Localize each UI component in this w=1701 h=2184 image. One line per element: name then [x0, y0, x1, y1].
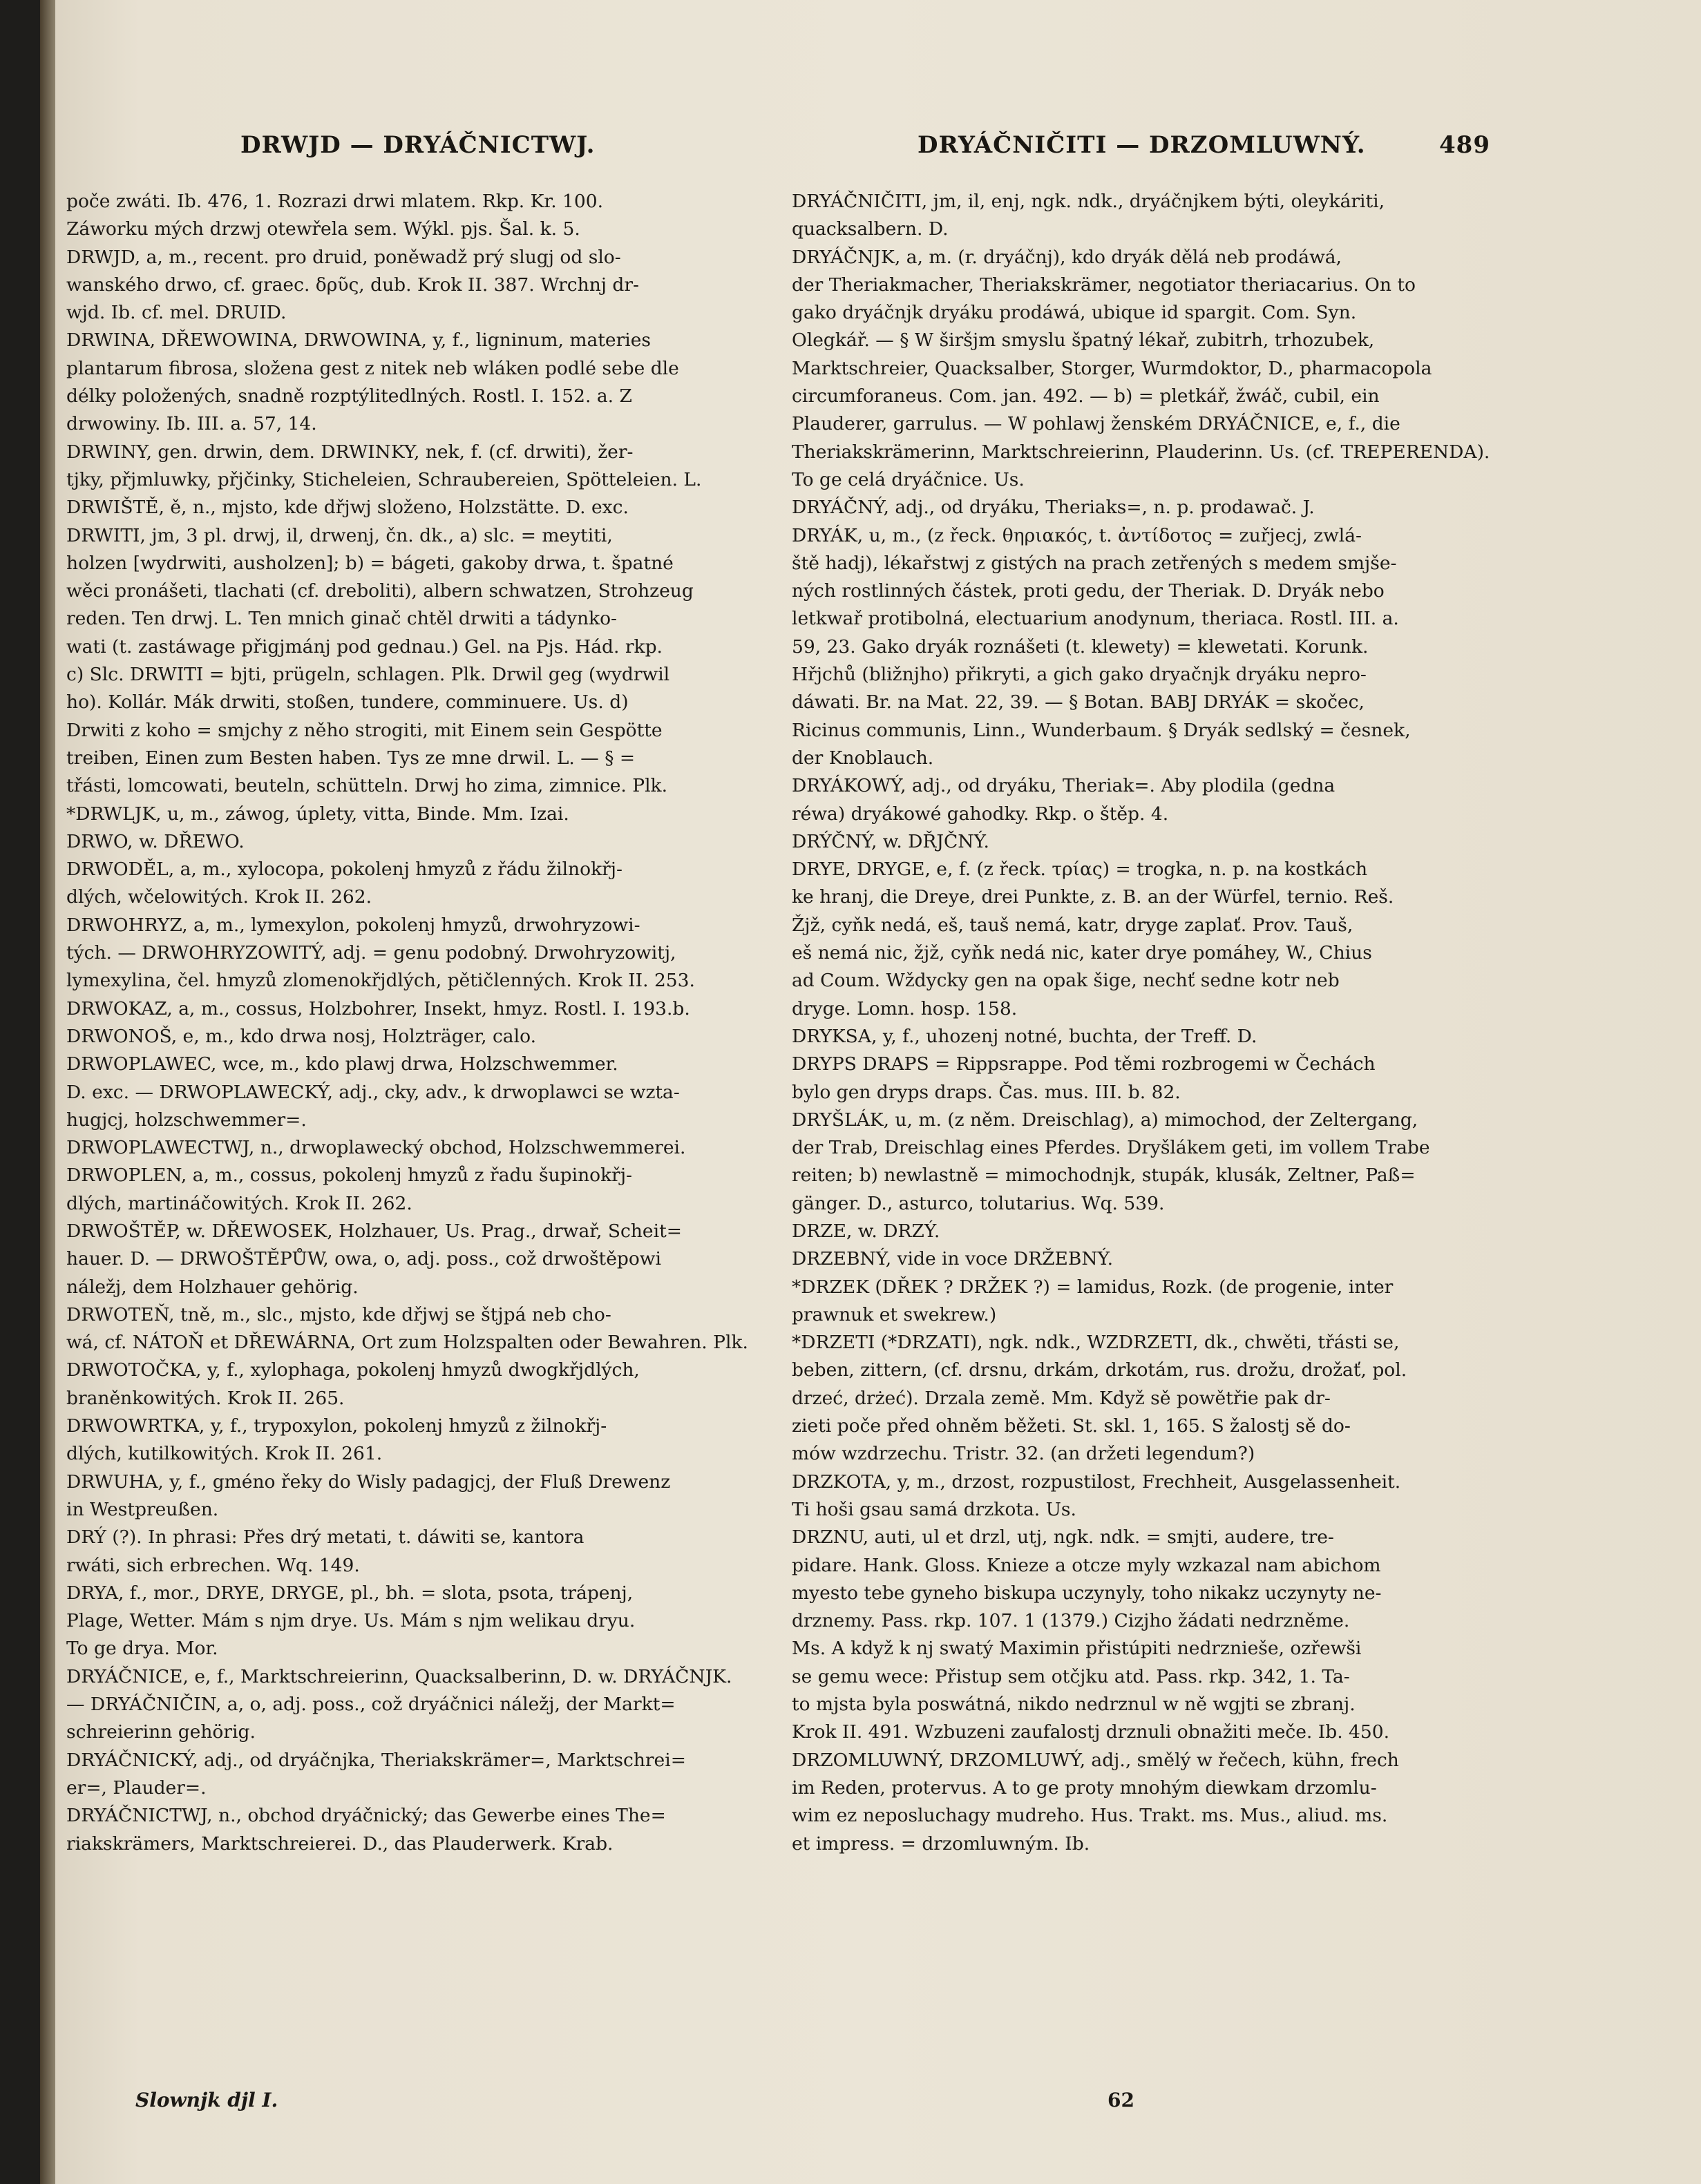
text-line: délky položených, snadně rozptýlitedlných. Rostl. I. 152. a. Z: [66, 385, 632, 408]
text-line: DRWO, w. DŘEWO.: [66, 830, 245, 852]
text-line: myesto tebe gyneho biskupa uczynyly, toho nikakz uczynyty ne-: [792, 1582, 1382, 1604]
text-line: er=, Plauder=.: [66, 1776, 207, 1799]
text-line: hauer. D. — DRWOŠTĚPŮW, owa, o, adj. poss., což drwoštěpowi: [66, 1248, 661, 1270]
text-line: dlých, wčelowitých. Krok II. 262.: [66, 886, 372, 908]
dictionary-page: [40, 0, 1701, 2184]
text-line: DRZNU, auti, ul et drzl, utj, ngk. ndk. = smjti, audere, tre-: [792, 1526, 1334, 1549]
text-line: reden. Ten drwj. L. Ten mnich ginač chtěl drwiti a tádynko-: [66, 608, 618, 630]
text-line: se gemu wece: Přistup sem otčjku atd. Pass. rkp. 342, 1. Ta-: [792, 1665, 1350, 1687]
text-line: Drwiti z koho = smjchy z něho strogiti, mit Einem sein Gespötte: [66, 719, 663, 741]
text-line: wěci pronášeti, tlachati (cf. dreboliti), albern schwatzen, Strohzeug: [66, 580, 694, 602]
text-line: 59, 23. Gako dryák roznášeti (t. klewety) = klewetati. Korunk.: [792, 635, 1369, 658]
text-line: DRYÁČNICE, e, f., Marktschreierinn, Quacksalberinn, D. w. DRYÁČNJK.: [66, 1665, 732, 1687]
text-line: dáwati. Br. na Mat. 22, 39. — § Botan. BABJ DRYÁK = skočec,: [792, 691, 1365, 713]
text-line: DRWOWRTKA, y, f., trypoxylon, pokolenj hmyzů z žilnokřj-: [66, 1415, 607, 1437]
text-line: *DRZETI (*DRZATI), ngk. ndk., WZDRZETI, dk., chwěti, třásti se,: [792, 1332, 1400, 1354]
text-line: letkwař protibolná, electuarium anodynum, theriaca. Rostl. III. a.: [792, 608, 1399, 630]
text-line: im Reden, protervus. A to ge proty mnohým diewkam drzomlu-: [792, 1776, 1377, 1799]
text-line: dlých, kutilkowitých. Krok II. 261.: [66, 1443, 383, 1465]
text-line: c) Slc. DRWITI = bjti, prügeln, schlagen. Plk. Drwil geg (wydrwil: [66, 664, 670, 686]
text-line: DRWOPLAWECTWJ, n., drwoplawecký obchod, Holzschwemmerei.: [66, 1137, 686, 1159]
text-line: rwáti, sich erbrechen. Wq. 149.: [66, 1554, 360, 1576]
text-line: wim ez neposluchagy mudreho. Hus. Trakt. ms. Mus., aliud. ms.: [792, 1805, 1388, 1827]
text-line: prawnuk et swekrew.): [792, 1303, 997, 1325]
text-line: bylo gen dryps draps. Čas. mus. III. b. 82.: [792, 1081, 1181, 1103]
text-line: Theriakskrämerinn, Marktschreierinn, Plauderinn. Us. (cf. TREPERENDA).: [792, 441, 1490, 463]
text-line: Krok II. 491. Wzbuzeni zaufalostj drznuli obnažiti meče. Ib. 450.: [792, 1721, 1390, 1743]
text-line: Hřjchů (bližnjho) přikryti, a gich gako dryačnjk dryáku nepro-: [792, 664, 1367, 686]
text-line: der Theriakmacher, Theriakskrämer, negotiator theriacarius. On to: [792, 274, 1416, 296]
text-line: gänger. D., asturco, tolutarius. Wq. 539.: [792, 1192, 1165, 1214]
right-column: [792, 188, 1543, 1858]
text-line: plantarum fibrosa, složena gest z nitek neb wláken podlé sebe dle: [66, 357, 679, 379]
text-line: DRYÁK, u, m., (z řeck. θηριακός, t. ἀντίδοτος = zuřjecj, zwlá-: [792, 524, 1362, 546]
text-line: circumforaneus. Com. jan. 492. — b) = pletkář, žwáč, cubil, ein: [792, 385, 1380, 408]
text-line: drwowiny. Ib. III. a. 57, 14.: [66, 413, 317, 435]
text-line: Plauderer, garrulus. — W pohlawj ženském DRYÁČNICE, e, f., die: [792, 413, 1400, 435]
signature-mark: Slownjk djl I.: [135, 2089, 278, 2111]
text-line: DRWOHRYZ, a, m., lymexylon, pokolenj hmyzů, drwohryzowi-: [66, 914, 640, 936]
text-line: tých. — DRWOHRYZOWITÝ, adj. = genu podobný. Drwohryzowitj,: [66, 942, 676, 964]
text-line: mów wzdrzechu. Tristr. 32. (an držeti legendum?): [792, 1443, 1255, 1465]
text-line: hugjcj, holzschwemmer=.: [66, 1109, 307, 1131]
text-line: Žjž, cyňk nedá, eš, tauš nemá, katr, dryge zaplať. Prov. Tauš,: [792, 914, 1353, 936]
text-line: DRYÁKOWÝ, adj., od dryáku, Theriak=. Aby plodila (gedna: [792, 775, 1336, 797]
text-line: drzeć, drżeć). Drzala země. Mm. Když sě powětřie pak dr-: [792, 1387, 1331, 1409]
text-line: DRWINY, gen. drwin, dem. DRWINKY, nek, f. (cf. drwiti), žer-: [66, 441, 634, 463]
text-line: lymexylina, čel. hmyzů zlomenokřjdlých, pětičlenných. Krok II. 253.: [66, 970, 695, 992]
text-line: DRYŠLÁK, u, m. (z něm. Dreischlag), a) mimochod, der Zeltergang,: [792, 1109, 1418, 1131]
text-line: dryge. Lomn. hosp. 158.: [792, 997, 1018, 1019]
text-line: DRYÁČNICKÝ, adj., od dryáčnjka, Theriakskrämer=, Marktschrei=: [66, 1749, 686, 1771]
text-line: der Knoblauch.: [792, 747, 934, 769]
text-line: Ricinus communis, Linn., Wunderbaum. § Dryák sedlský = česnek,: [792, 719, 1411, 741]
text-line: DRWONOŠ, e, m., kdo drwa nosj, Holzträger, calo.: [66, 1025, 536, 1047]
text-line: wjd. Ib. cf. mel. DRUID.: [66, 302, 287, 324]
text-line: DRÝ (?). In phrasi: Přes drý metati, t. dáwiti se, kantora: [66, 1526, 585, 1549]
text-line: DRWOŠTĚP, w. DŘEWOSEK, Holzhauer, Us. Prag., drwař, Scheit=: [66, 1220, 682, 1242]
text-line: et impress. = drzomluwným. Ib.: [792, 1832, 1090, 1855]
text-line: ad Coum. Wždycky gen na opak šige, nechť sedne kotr neb: [792, 970, 1340, 992]
text-line: D. exc. — DRWOPLAWECKÝ, adj., cky, adv., k drwoplawci se wzta-: [66, 1081, 680, 1103]
text-line: DRWOKAZ, a, m., cossus, Holzbohrer, Insekt, hmyz. Rostl. I. 193.b.: [66, 997, 690, 1019]
text-line: DRYE, DRYGE, e, f. (z řeck. τρίας) = trogka, n. p. na kostkách: [792, 859, 1368, 881]
text-line: DRYÁČNIČITI, jm, il, enj, ngk. ndk., dryáčnjkem býti, oleykáriti,: [792, 191, 1385, 212]
text-line: DRWOPLEN, a, m., cossus, pokolenj hmyzů z řadu šupinokřj-: [66, 1165, 632, 1187]
sheet-number: 62: [1108, 2089, 1134, 2111]
text-line: holzen [wydrwiti, ausholzen]; b) = bágeti, gakoby drwa, t. špatné: [66, 552, 674, 574]
text-line: Plage, Wetter. Mám s njm drye. Us. Mám s njm welikau dryu.: [66, 1610, 636, 1632]
text-line: Marktschreier, Quacksalber, Storger, Wurmdoktor, D., pharmacopola: [792, 357, 1432, 379]
text-line: DRZOMLUWNÝ, DRZOMLUWÝ, adj., smělý w řečech, kühn, frech: [792, 1749, 1399, 1771]
text-line: eš nemá nic, žjž, cyňk nedá nic, kater drye pomáhey, W., Chius: [792, 942, 1372, 964]
text-line: DRWUHA, y, f., gméno řeky do Wisly padagjcj, der Fluß Drewenz: [66, 1471, 671, 1493]
text-line: DRZE, w. DRZÝ.: [792, 1220, 940, 1242]
text-line: DRWOTEŇ, tně, m., slc., mjsto, kde dřjwj se štjpá neb cho-: [66, 1303, 611, 1325]
text-line: Záworku mých drzwj otewřela sem. Wýkl. pjs. Šal. k. 5.: [66, 218, 580, 240]
text-line: DRWJD, a, m., recent. pro druid, poněwadž prý slugj od slo-: [66, 246, 621, 268]
text-line: schreierinn gehörig.: [66, 1721, 256, 1743]
text-line: ných rostlinných částek, proti gedu, der Theriak. D. Dryák nebo: [792, 580, 1385, 602]
text-line: zieti poče před ohněm běžeti. St. skl. 1, 165. S žalostj sě do-: [792, 1415, 1351, 1437]
text-line: To ge celá dryáčnice. Us.: [792, 468, 1025, 490]
text-line: — DRYÁČNIČIN, a, o, adj. poss., což dryáčnici náležj, der Markt=: [66, 1694, 676, 1716]
text-line: DRWITI, jm, 3 pl. drwj, il, drwenj, čn. dk., a) slc. = meytiti,: [66, 524, 613, 546]
running-header-left: DRWJD — DRYÁČNICTWJ.: [240, 131, 596, 159]
text-line: DRZEBNÝ, vide in voce DRŽEBNÝ.: [792, 1248, 1114, 1270]
text-line: *DRWLJK, u, m., záwog, úplety, vitta, Binde. Mm. Izai.: [66, 803, 569, 825]
text-line: drznemy. Pass. rkp. 107. 1 (1379.) Cizjho žádati nedrzněme.: [792, 1610, 1350, 1632]
text-line: braněnkowitých. Krok II. 265.: [66, 1387, 345, 1409]
text-line: DRWOPLAWEC, wce, m., kdo plawj drwa, Holzschwemmer.: [66, 1053, 618, 1075]
text-line: DRYPS DRAPS = Rippsrappe. Pod těmi rozbrogemi w Čechách: [792, 1053, 1376, 1075]
text-line: ke hranj, die Dreye, drei Punkte, z. B. an der Würfel, ternio. Reš.: [792, 886, 1394, 908]
text-line: DRZKOTA, y, m., drzost, rozpustilost, Frechheit, Ausgelassenheit.: [792, 1471, 1401, 1493]
text-line: gako dryáčnjk dryáku prodáwá, ubique id spargit. Com. Syn.: [792, 302, 1357, 324]
text-line: quacksalbern. D.: [792, 218, 949, 240]
text-line: DRWODĚL, a, m., xylocopa, pokolenj hmyzů z řádu žilnokřj-: [66, 859, 623, 881]
text-line: DRYKSA, y, f., uhozenj notné, buchta, der Treff. D.: [792, 1025, 1257, 1047]
text-line: tjky, přjmluwky, přjčinky, Sticheleien, Schraubereien, Spötteleien. L.: [66, 468, 702, 490]
text-line: der Trab, Dreischlag eines Pferdes. Dryšlákem geti, im vollem Trabe: [792, 1137, 1430, 1159]
text-line: wati (t. zastáwage přigjmánj pod gednau.) Gel. na Pjs. Hád. rkp.: [66, 635, 663, 658]
text-line: pidare. Hank. Gloss. Knieze a otcze myly wzkazal nam abichom: [792, 1554, 1381, 1576]
text-line: poče zwáti. Ib. 476, 1. Rozrazi drwi mlatem. Rkp. Kr. 100.: [66, 191, 604, 212]
text-line: DRYÁČNÝ, adj., od dryáku, Theriaks=, n. p. prodawač. J.: [792, 497, 1315, 519]
text-line: DRWIŠTĚ, ě, n., mjsto, kde dřjwj složeno, Holzstätte. D. exc.: [66, 497, 629, 519]
text-line: ho). Kollár. Mák drwiti, stoßen, tundere, comminuere. Us. d): [66, 691, 629, 713]
text-line: DRYÁČNICTWJ, n., obchod dryáčnický; das Gewerbe eines The=: [66, 1805, 666, 1827]
page-number: 489: [1439, 131, 1490, 159]
text-line: dlých, martináčowitých. Krok II. 262.: [66, 1192, 412, 1214]
text-line: beben, zittern, (cf. drsnu, drkám, drkotám, rus. drožu, drožať, pol.: [792, 1359, 1407, 1381]
text-line: treiben, Einen zum Besten haben. Tys ze mne drwil. L. — § =: [66, 747, 636, 769]
book-spine: [40, 0, 55, 2184]
text-line: DRYÁČNJK, a, m. (r. dryáčnj), kdo dryák dělá neb prodáwá,: [792, 246, 1342, 268]
text-line: třásti, lomcowati, beuteln, schütteln. Drwj ho zima, zimnice. Plk.: [66, 775, 668, 797]
text-line: DRWOTOČKA, y, f., xylophaga, pokolenj hmyzů dwogkřjdlých,: [66, 1359, 640, 1381]
running-header-right: DRYÁČNIČITI — DRZOMLUWNÝ.: [918, 131, 1366, 159]
left-column: [66, 188, 813, 1858]
text-line: wanského drwo, cf. graec. δρῦς, dub. Krok II. 387. Wrchnj dr-: [66, 274, 640, 296]
text-line: wá, cf. NÁTOŇ et DŘEWÁRNA, Ort zum Holzspalten oder Bewahren. Plk.: [66, 1332, 748, 1354]
text-line: reiten; b) newlastně = mimochodnjk, stupák, klusák, Zeltner, Paß=: [792, 1165, 1416, 1187]
text-line: in Westpreußen.: [66, 1498, 219, 1520]
text-line: DRYA, f., mor., DRYE, DRYGE, pl., bh. = slota, psota, trápenj,: [66, 1582, 634, 1604]
text-line: Ms. A když k nj swatý Maximin přistúpiti nedrzniešе, ozřewši: [792, 1638, 1362, 1660]
text-line: náležj, dem Holzhauer gehörig.: [66, 1276, 359, 1298]
text-line: *DRZEK (DŘEK ? DRŽEK ?) = lamidus, Rozk. (de progenie, inter: [792, 1276, 1394, 1298]
text-line: to mjsta byla poswátná, nikdo nedrznul w ně wgjti se zbranj.: [792, 1694, 1356, 1716]
text-line: ště hadj), lékařstwj z gistých na prach zetřených s medem smjše-: [792, 552, 1397, 574]
text-line: Olegkář. — § W širšjm smyslu špatný lékař, zubitrh, trhozubek,: [792, 329, 1375, 352]
text-line: réwa) dryákowé gahodky. Rkp. o štěp. 4.: [792, 803, 1169, 825]
text-line: DRÝČNÝ, w. DŘJČNÝ.: [792, 830, 989, 852]
text-line: DRWINA, DŘEWOWINA, DRWOWINA, y, f., ligninum, materies: [66, 329, 652, 352]
text-line: riakskrämers, Marktschreierei. D., das Plauderwerk. Krab.: [66, 1832, 614, 1855]
text-line: To ge drya. Mor.: [66, 1638, 218, 1660]
text-line: Ti hoši gsau samá drzkota. Us.: [792, 1498, 1076, 1520]
